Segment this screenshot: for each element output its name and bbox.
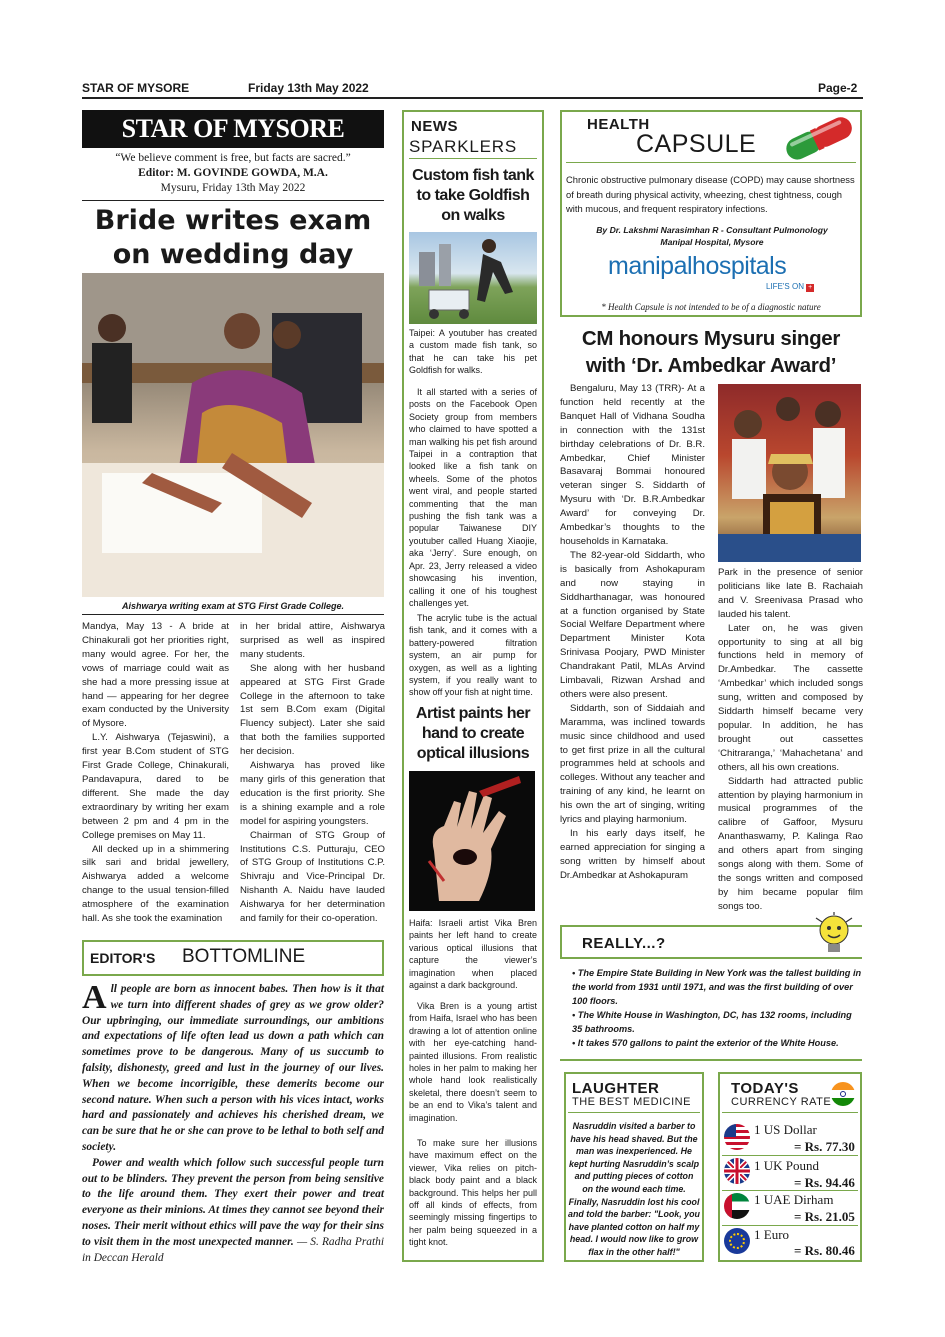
cm-para: In his early days itself, he earned appreciation for singing a song written by himself about Dr.Ambedkar at Ashokapuram [560, 828, 705, 881]
hand-para-1: Vika Bren is a young artist from Haifa, Israel who has been drawing a lot of attention online with her eye-catching hand-painted illusions. From realistic holes in her palm to making her whole hand look realistically skeletal, there doesn’t seem to be an end to Vika’s talent and imagination. [409, 1001, 537, 1123]
manipal-tagline-text: LIFE'S ON [766, 282, 804, 291]
really-item [572, 1036, 862, 1050]
plus-icon: + [808, 284, 813, 291]
cm-para: Siddarth, son of Siddaiah and Maramma, was inclined towards music since childhood and used to get first prize in all the cultural programmes held at schools and colleges. Without any teacher and training of any kind, he learnt on his own the art of singing, writing lyrics and playing harmonium. [560, 702, 705, 826]
really-item-text: It takes 570 gallons to paint the exterior of the White House. [577, 1038, 839, 1048]
currency-row-rule [722, 1155, 858, 1156]
fish-para-2: The acrylic tube is the actual fish tank, and it comes with a battery-powered filtration system, an air pump for oxygen, as well as a lighting system, if you really want to show off your fish at night time. [409, 613, 537, 698]
currency-value: = Rs. 77.30 [794, 1139, 855, 1154]
fish-para-1: It all started with a series of posts on the Facebook Open Society group from members who claimed to have spotted a man walking his pet fish around Taipei in a contraption that looked like a fish tank on wheels. Some of the photos went viral, and people started commenting that the man pushing the fish tank was a popular Taiwanese DIY youtuber called Huang Xiaojie, aka ‘Jerry’. Sure enough, on Apr. 23, Jerry released a video showcasing his invention, calling it one of his toughest challenges yet. [409, 387, 537, 608]
editor-credit: — S. Radha Prathi in Deccan Herald [82, 1235, 384, 1264]
currency-rule [722, 1112, 858, 1113]
really-item [572, 1008, 862, 1036]
cm-para: The 82-year-old Siddarth, who is basically from Ashokapuram and now staying in Siddharthanagar, was honoured at a function organised by State Social Welfare Department where Department Minister Kota Srinivasa Poojary, PWD Minister Chandrakant Patil, MLAs Arvind Limbavali, Rizwan Arshad and others were also present. [560, 549, 705, 700]
hand-headline [409, 704, 537, 764]
really-item-text: The White House in Washington, DC, has 132 rooms, including 35 bathrooms. [572, 1010, 852, 1034]
fish-caption: Taipei: A youtuber has created a custom made fish tank, so that he can take his pet Goldfish for walks. [409, 328, 537, 376]
hand-headline-line: optical illusions [416, 745, 530, 762]
bullet-icon: • [572, 1038, 576, 1048]
hand-para-2: To make sure her illusions have maximum effect on the viewer, Vika relies on pitch-black body paint and a black background. This helps her pull off all kinds of effects, from seemingly missing fingertips to her palm being squeezed in a tight knot. [409, 1138, 537, 1248]
us-flag-icon [724, 1124, 750, 1150]
editor-box-header [82, 940, 384, 976]
fish-headline-line: on walks [441, 207, 505, 224]
masthead-editor: Editor: M. GOVINDE GOWDA, M.A. [138, 167, 328, 179]
currency-sub-label: CURRENCY RATE [731, 1096, 832, 1108]
currency-name: 1 UK Pound [754, 1158, 820, 1173]
currency-name: 1 US Dollar [754, 1122, 817, 1137]
lead-headline [82, 204, 384, 272]
lead-column-1 [82, 620, 229, 926]
manipal-logo: manipalhospitals [608, 252, 787, 280]
masthead-rule [82, 200, 384, 201]
health-byline-1: By Dr. Lakshmi Narasimhan R - Consultant Pulmonology [596, 225, 828, 235]
laughter-sub-label: THE BEST MEDICINE [572, 1096, 691, 1108]
masthead-dateline: Mysuru, Friday 13th May 2022 [160, 182, 306, 194]
manipal-tagline [766, 282, 814, 292]
really-item [572, 966, 862, 1008]
lead-headline-line1: Bride writes exam [94, 205, 372, 236]
uae-flag-icon [724, 1193, 750, 1219]
health-disclaimer: * Health Capsule is not intended to be of a diagnostic nature [601, 302, 821, 312]
bullet-icon: • [572, 1010, 576, 1020]
lead-photo-caption: Aishwarya writing exam at STG First Grade College. [121, 601, 345, 611]
laughter-label: LAUGHTER [572, 1080, 660, 1097]
health-rule [566, 162, 856, 163]
header-rule [82, 97, 863, 99]
india-flag-icon [831, 1082, 855, 1106]
bullet-icon: • [572, 968, 576, 978]
cm-para: Bengaluru, May 13 (TRR)- At a function held recently at the Banquet Hall of Vidhana Soudha in connection with the 131st birthday celebrations of Dr. B.R. Ambedkar, Chief Minister Basavaraj Bommai honoured veteran singer S. Siddarth of Mysuru with ‘Dr. B.R.Ambedkar Award’ for conveying Dr. Ambedkar’s thoughts to the households in Karnataka. [560, 383, 705, 547]
currency-name: 1 UAE Dirham [754, 1192, 834, 1207]
editor-body [82, 979, 384, 1266]
fish-headline-line: to take Goldfish [416, 187, 530, 204]
header-paper-name: STAR OF MYSORE [82, 81, 190, 95]
laughter-text: Nasruddin visited a barber to have his head shaved. But the man was inexperienced. He kept hurting Nasruddin’s scalp and putting pieces of cotton on the wound each time. Finally, Nasruddin lost his cool and told the barber: "Look, you have planted cotton on half my head. I would now like to grow flax in the other half!" [568, 1121, 700, 1257]
laughter-rule [568, 1112, 700, 1113]
uk-flag-icon [724, 1158, 750, 1184]
lead-para: Mandya, May 13 - A bride at Chinakurali got her priorities right, many would agree. For her, the vows of marriage could wait as she had a more pressing issue at hand — appearing for her degree exam conducted by the University of Mysore. [82, 621, 229, 730]
health-text: Chronic obstructive pulmonary disease (COPD) may cause shortness of breath during physical activity, wheezing, chest tightness, cough with mucous, and frequent respiratory infections. [566, 174, 855, 214]
hand-headline-line: Artist paints her [415, 705, 531, 722]
lightbulb-icon [814, 912, 854, 960]
lead-para: All decked up in a shimmering silk sari and bridal jewellery, Aishwarya added a welcome change to the usual tension-filled atmosphere of the examination hall. As she took the examination [82, 843, 229, 925]
capsule-pill-icon [778, 113, 862, 163]
lead-column-2 [240, 620, 385, 926]
eu-flag-icon [724, 1228, 750, 1254]
cm-para: Later on, he was given opportunity to sing at all big functions held in memory of Dr.Ambedkar. The cassette ‘Ambedkar’ which included songs sung, written and composed by Siddarth himself became very popular. In addition, he has brought out cassettes ‘Chitraranga,’ ‘Mahachetana’ and others, all his own creations. [718, 622, 863, 773]
health-label: HEALTH [587, 116, 650, 133]
header-date: Friday 13th May 2022 [248, 81, 369, 95]
hand-headline-line: hand to create [421, 725, 525, 742]
health-byline [566, 224, 858, 248]
lead-caption-rule [82, 614, 384, 615]
editor-dropcap: A [82, 979, 107, 1016]
lead-para: L.Y. Aishwarya (Tejaswini), a first year B.Com student of STG First Grade College, Chinakurali, Pandavapura, dared to be different. She made the day extraordinary by writing her exam between 2 pm and 4 pm in the College premises on May 11. [82, 732, 229, 841]
cm-column-1 [560, 382, 705, 883]
really-list [572, 966, 862, 1050]
bride-exam-photo [82, 273, 384, 597]
lead-para: Chairman of STG Group of Institutions C.S. Putturaju, CEO of STG Group of Institutions C.P. Shivraju and Vice-Principal Dr. Nishanth A. Naidu have lauded Aishwarya for her determination and family for their co-operation. [240, 829, 385, 925]
cm-award-photo [718, 384, 861, 562]
currency-value: = Rs. 94.46 [794, 1175, 855, 1190]
painted-hand-photo [409, 771, 535, 911]
fish-headline [409, 166, 537, 226]
lead-para: Aishwarya has proved like many girls of this generation that education is the first priority. She is a shining example and a role model for aspiring youngsters. [240, 760, 385, 827]
header-page-number: Page-2 [818, 81, 858, 95]
lead-para: She along with her husband appeared at STG First Grade College in the afternoon to take 1st sem B.Com exam (Digital Fluency subject). Later she said that both the families supported her decision. [240, 662, 385, 758]
sparklers-label-2: SPARKLERS [409, 137, 517, 156]
currency-row-rule [722, 1225, 858, 1226]
editor-para-1-text: ll people are born as innocent babes. Then how is it that we turn into different shades of grey as we grow older? Our upbringing, our immediate surroundings, our ambitions and expectations of life often lead us down a path which can sometimes prove to be dangerous. Many of us succumb to falsity, dishonesty, greed and lust in the journey of our lives. When we become incorrigible, these demerits become our second nature. When such a person with his vices intact, works hard and passionately and achieves his cherished dream, we can be sure that he or she can prove to be lethal to both self and society. [82, 983, 384, 1153]
lead-headline-line2: on wedding day [112, 239, 354, 270]
currency-row-rule [722, 1190, 858, 1191]
editor-para-2-text: Power and wealth which follow such successful people turn out to be blinders. They prevent the person from being sensitive to the life around them. They exert their power and treat everyone as their minions. At times they cannot see beyond their noses. Their merit without ethics will pave the way for their sins to visit them in the most unexpected manner. [82, 1156, 384, 1248]
masthead-title: STAR OF MYSORE [82, 110, 384, 148]
cm-headline-line2: with ‘Dr. Ambedkar Award’ [585, 354, 837, 377]
cm-para: Siddarth had attracted public attention by playing harmonium in musical programmes of the calibre of Gaffoor, Mysuru Ananthaswamy, P. Kalinga Rao and others apart from singing songs along with them. Some of the songs written and composed by him became popular film songs too. [718, 775, 863, 912]
cm-headline-line1: CM honours Mysuru singer [581, 327, 841, 350]
currency-value: = Rs. 21.05 [794, 1209, 855, 1224]
currency-value: = Rs. 80.46 [794, 1243, 855, 1258]
really-rule [560, 1059, 862, 1061]
editor-para-2 [82, 1156, 384, 1267]
hand-caption: Haifa: Israeli artist Vika Bren paints her left hand to create various optical illusions that capture the viewer’s imagination when placed against a dark background. [409, 918, 537, 991]
cm-column-2 [718, 566, 863, 914]
fish-headline-line: Custom fish tank [412, 167, 534, 184]
really-label: REALLY...? [582, 935, 666, 952]
health-byline-2: Manipal Hospital, Mysore [660, 237, 764, 247]
cm-para: Park in the presence of senior politicians like late B. Rachaiah and V. Sreenivasa Prasad who lauded his talent. [718, 567, 863, 620]
editor-label: BOTTOMLINE [182, 946, 306, 967]
currency-label: TODAY'S [731, 1080, 799, 1097]
sparklers-rule [409, 158, 537, 159]
currency-name: 1 Euro [754, 1227, 790, 1242]
fish-tank-photo [409, 232, 537, 324]
editor-para-1 [82, 979, 384, 1156]
really-item-text: The Empire State Building in New York was the tallest building in the world from 1931 until 1971, and was the first building of over 100 floors. [572, 968, 862, 1006]
lead-para: in her bridal attire, Aishwarya surprised as well as inspired many students. [240, 621, 385, 660]
sparklers-label-1: NEWS [411, 118, 458, 135]
editor-label-bold: EDITOR'S [90, 950, 156, 966]
cm-headline [560, 325, 862, 379]
masthead-motto: “We believe comment is free, but facts are sacred.” [115, 152, 351, 164]
capsule-label: CAPSULE [636, 130, 757, 158]
